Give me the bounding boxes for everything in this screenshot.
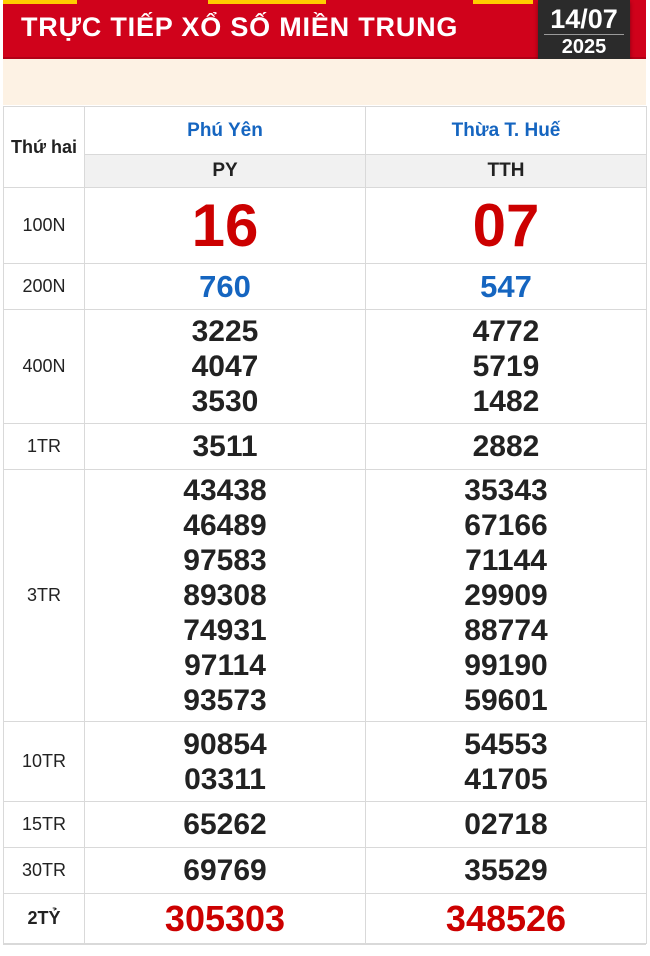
result-cell [85, 264, 366, 310]
day-label: Thứ hai [10, 136, 78, 157]
result-cell [366, 802, 647, 848]
result-cell [85, 470, 366, 722]
day-cell [4, 107, 85, 188]
result-number: 93573 [183, 684, 267, 717]
result-number: 35343 [464, 474, 548, 507]
result-number: 65262 [183, 808, 267, 841]
province-code: TTH [487, 160, 525, 181]
result-cell [366, 470, 647, 722]
result-number: 97583 [183, 544, 267, 577]
special-prize-number: 305303 [164, 897, 286, 939]
info-band [3, 59, 646, 105]
result-cell [85, 424, 366, 470]
province-name-cell[interactable] [366, 107, 647, 155]
result-number: 46489 [183, 509, 267, 542]
result-number: 3511 [192, 430, 258, 463]
prize-label: 10TR [21, 751, 66, 771]
result-number: 3530 [191, 385, 259, 418]
result-cell [85, 894, 366, 944]
result-number: 1482 [472, 385, 540, 418]
header-accent-stripe [473, 0, 533, 4]
prize-label-cell [4, 310, 85, 424]
province-code-row [4, 155, 647, 188]
province-name-link[interactable]: Thừa T. Huế [451, 119, 561, 141]
prize-label-cell [4, 470, 85, 722]
header-accent-stripe [3, 0, 77, 4]
result-number: 97114 [184, 649, 266, 682]
result-cell [366, 894, 647, 944]
result-number: 547 [480, 269, 532, 304]
result-number: 4772 [472, 315, 540, 348]
table-footer-edge [3, 944, 646, 956]
page-title: TRỰC TIẾP XỔ SỐ MIỀN TRUNG [21, 12, 459, 42]
result-number: 90854 [183, 727, 267, 761]
special-prize-number: 348526 [445, 897, 567, 939]
date-badge [538, 0, 630, 65]
result-cell [85, 722, 366, 802]
prize-label: 200N [22, 276, 66, 296]
prize-label: 1TR [26, 436, 61, 456]
prize-label-cell [4, 722, 85, 802]
result-number: 35529 [464, 854, 548, 887]
result-number: 2882 [472, 430, 540, 463]
result-cell [85, 310, 366, 424]
result-cell [366, 264, 647, 310]
result-number: 99190 [464, 649, 548, 682]
prize-label-cell [4, 802, 85, 848]
prize-label: 100N [22, 215, 66, 235]
prize-label: 30TR [21, 860, 66, 880]
prize-row-100n [4, 188, 647, 264]
result-number: 89308 [183, 579, 267, 612]
result-cell [366, 722, 647, 802]
prize-label-cell [4, 424, 85, 470]
result-cell [366, 310, 647, 424]
result-number: 41705 [464, 762, 548, 796]
result-number: 5719 [472, 350, 540, 383]
result-number: 07 [472, 191, 540, 259]
results-table [3, 106, 647, 944]
province-code-cell [85, 155, 366, 188]
draw-year: 2025 [561, 36, 607, 58]
result-number: 29909 [464, 579, 548, 612]
prize-row-special [4, 894, 647, 944]
prize-row-1tr [4, 424, 647, 470]
prize-label: 400N [22, 356, 66, 376]
prize-label-cell [4, 894, 85, 944]
province-name-cell[interactable] [85, 107, 366, 155]
prize-row-10tr [4, 722, 647, 802]
prize-row-15tr [4, 802, 647, 848]
result-number: 02718 [464, 808, 548, 841]
result-number: 71144 [465, 544, 547, 577]
prize-label-cell [4, 848, 85, 894]
prize-row-400n [4, 310, 647, 424]
result-number: 67166 [464, 509, 548, 542]
result-number: 59601 [464, 684, 548, 717]
result-cell [366, 188, 647, 264]
result-number: 88774 [464, 614, 548, 647]
result-cell [366, 848, 647, 894]
result-number: 69769 [183, 854, 267, 887]
prize-row-200n [4, 264, 647, 310]
province-name-link[interactable]: Phú Yên [187, 119, 263, 141]
result-cell [85, 188, 366, 264]
province-code: PY [212, 160, 238, 181]
result-cell [366, 424, 647, 470]
prize-row-30tr [4, 848, 647, 894]
result-cell [85, 848, 366, 894]
prize-label: 3TR [26, 585, 61, 605]
prize-label-cell [4, 188, 85, 264]
prize-row-3tr [4, 470, 647, 722]
result-number: 74931 [183, 614, 267, 647]
province-code-cell [366, 155, 647, 188]
result-number: 16 [191, 191, 259, 259]
prize-label: 2TỶ [27, 908, 61, 928]
result-number: 43438 [183, 474, 267, 507]
draw-date: 14/07 [544, 0, 624, 35]
result-number: 4047 [191, 350, 259, 383]
header-accent-stripe [208, 0, 326, 4]
result-number: 54553 [464, 727, 548, 761]
prize-label-cell [4, 264, 85, 310]
result-number: 760 [199, 269, 251, 304]
prize-label: 15TR [21, 814, 66, 834]
result-number: 3225 [191, 315, 259, 348]
result-number: 03311 [184, 762, 266, 796]
result-cell [85, 802, 366, 848]
province-name-row [4, 107, 647, 155]
